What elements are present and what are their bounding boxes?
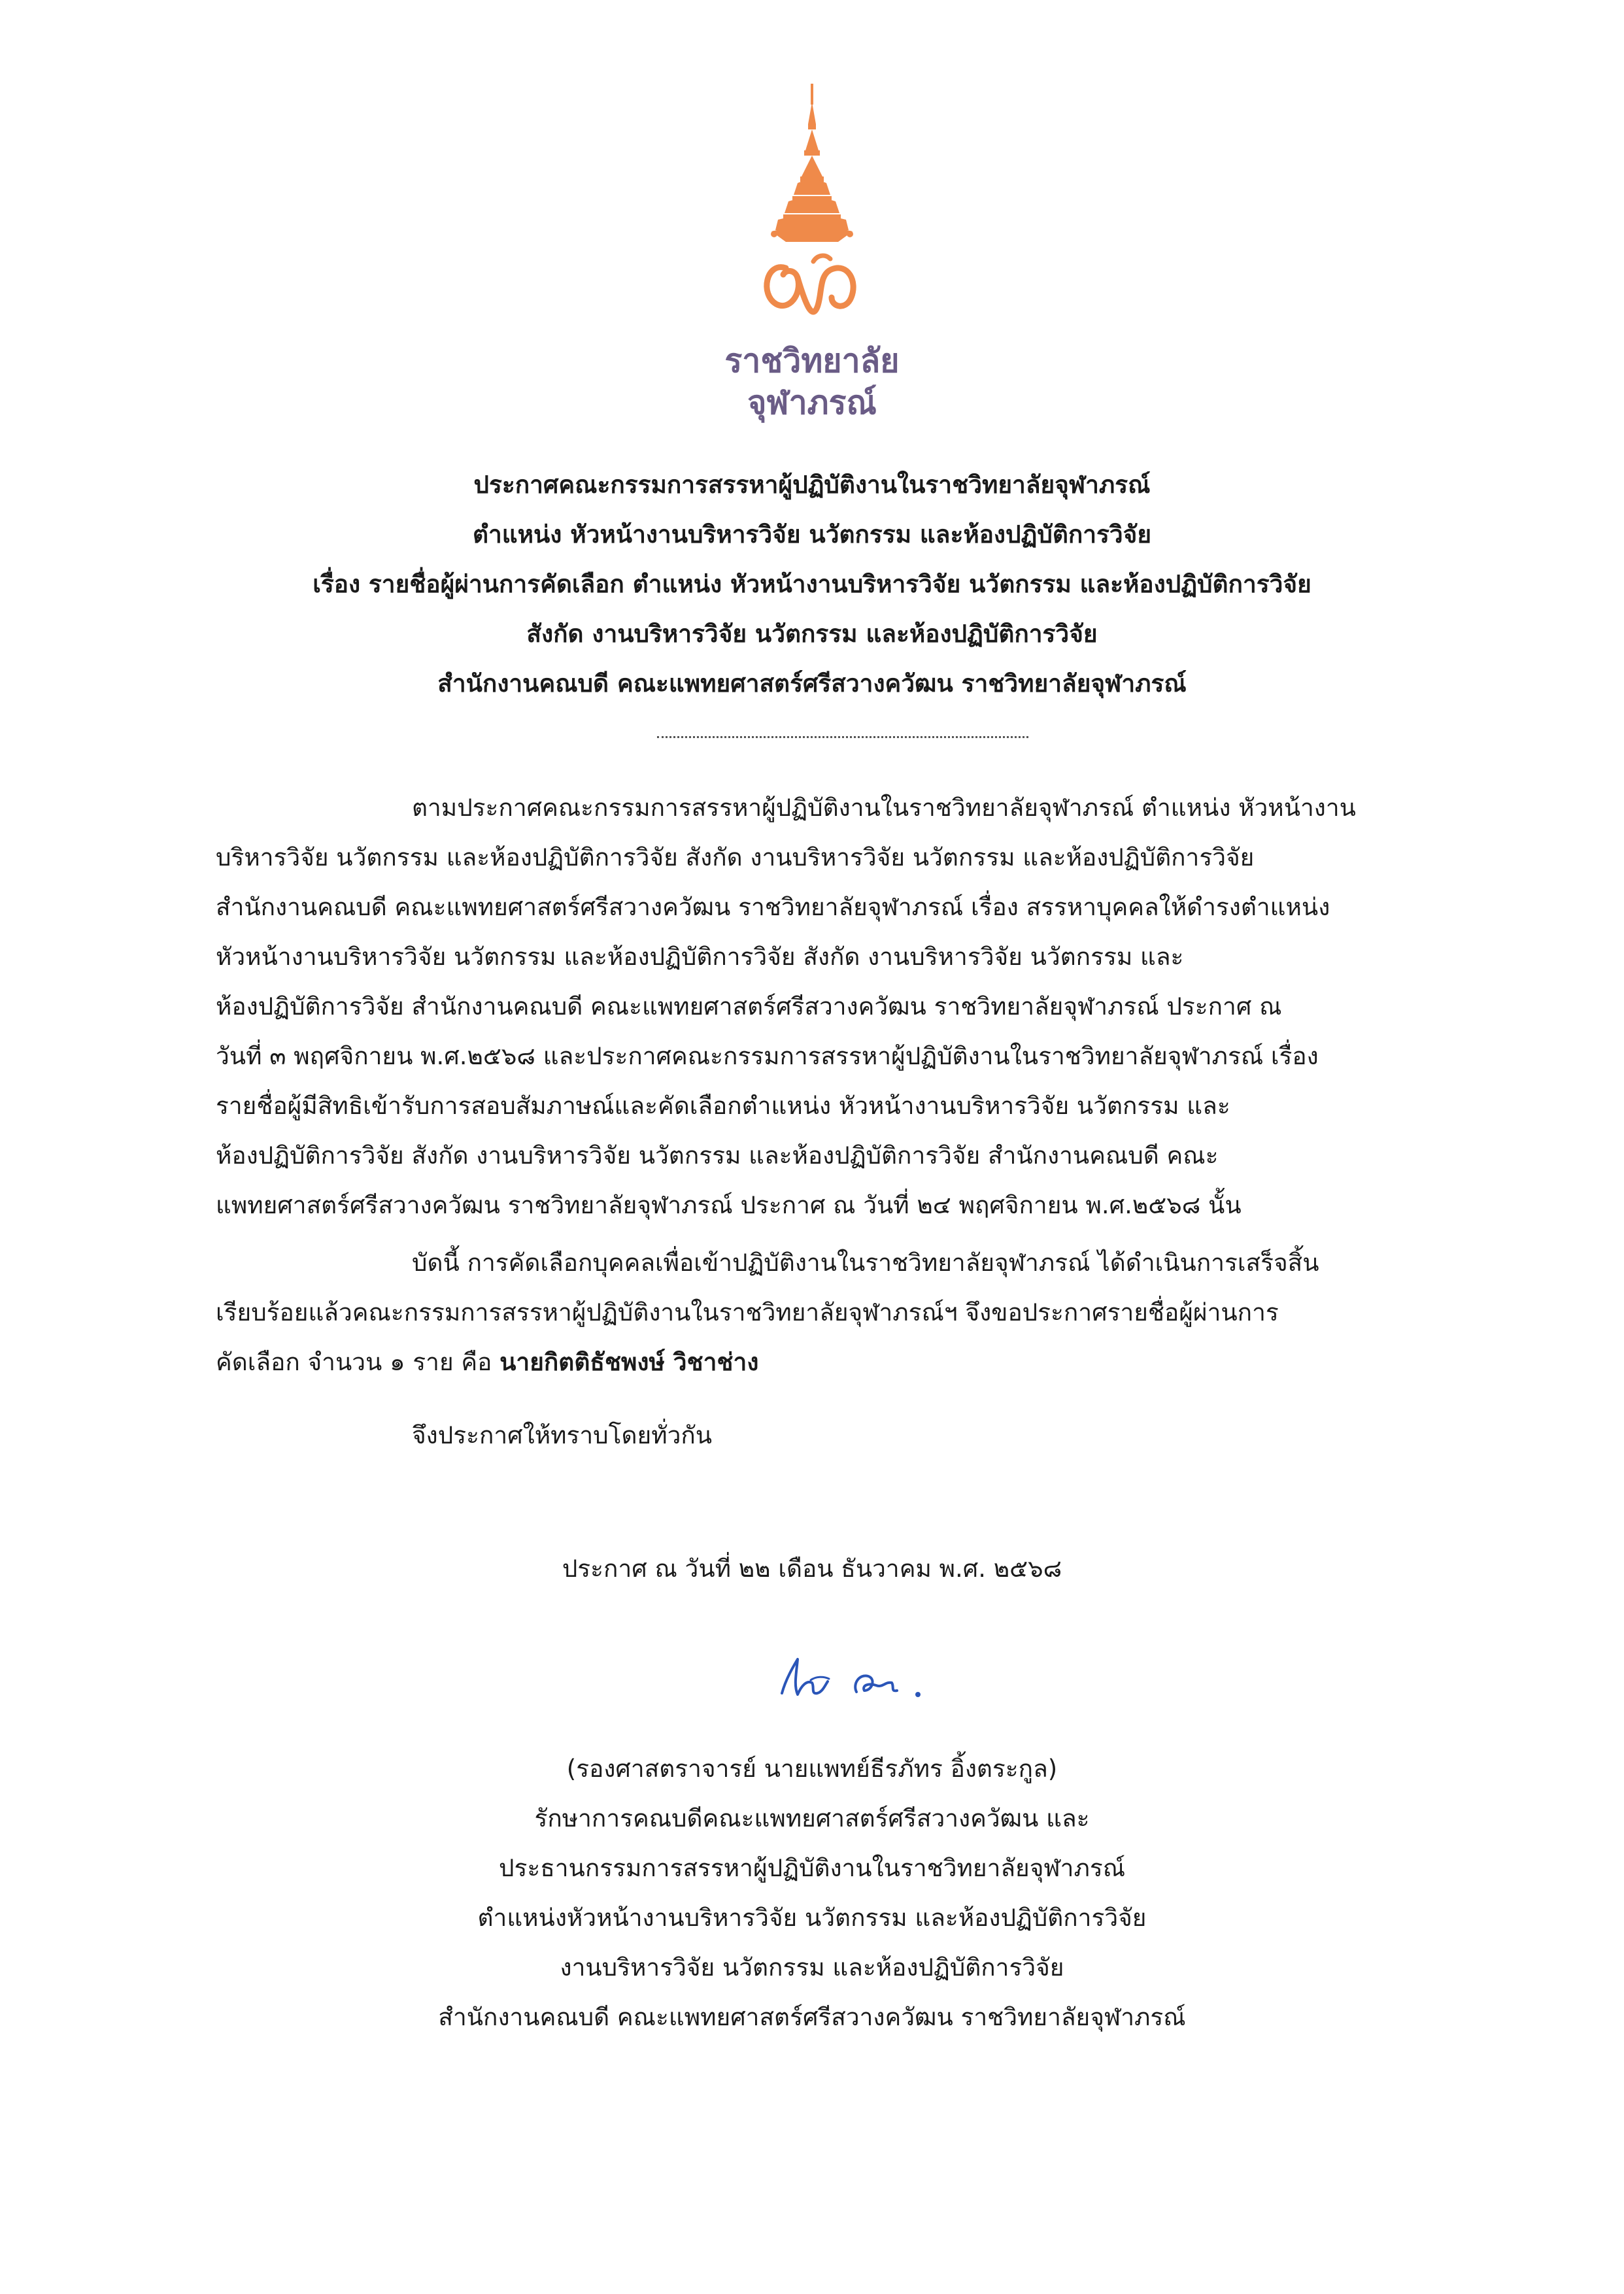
crown-emblem-icon — [740, 78, 884, 340]
heading-line-4: สังกัด งานบริหารวิจัย นวัตกรรม และห้องปฏิบัติการวิจัย — [526, 620, 1098, 648]
closing-line: จึงประกาศให้ทราบโดยทั่วกัน — [412, 1421, 713, 1449]
logo-text-line2: จุฬาภรณ์ — [747, 384, 877, 422]
signatory-title-3: ตำแหน่งหัวหน้างานบริหารวิจัย นวัตกรรม และห้องปฏิบัติการวิจัย — [477, 1904, 1147, 1932]
heading-line-3: เรื่อง รายชื่อผู้ผ่านการคัดเลือก ตำแหน่ง หัวหน้างานบริหารวิจัย นวัตกรรม และห้องปฏิบัติการวิจัย — [313, 570, 1311, 598]
para1-line-9: แพทยศาสตร์ศรีสวางควัฒน ราชวิทยาลัยจุฬาภรณ์ ประกาศ ณ วันที่ ๒๔ พฤศจิกายน พ.ศ.๒๕๖๘ นั้น — [216, 1191, 1242, 1219]
heading-divider — [657, 736, 1028, 738]
para1-line-3: สำนักงานคณบดี คณะแพทยศาสตร์ศรีสวางควัฒน ราชวิทยาลัยจุฬาภรณ์ เรื่อง สรรหาบุคคลให้ดำรงตำแหน่ง — [216, 893, 1330, 921]
para1-line-7: รายชื่อผู้มีสิทธิเข้ารับการสอบสัมภาษณ์และคัดเลือกตำแหน่ง หัวหน้างานบริหารวิจัย นวัตกรรม และ — [216, 1092, 1230, 1120]
signatory-title-4: งานบริหารวิจัย นวัตกรรม และห้องปฏิบัติการวิจัย — [560, 1953, 1064, 1982]
para1-line-1: ตามประกาศคณะกรรมการสรรหาผู้ปฏิบัติงานในราชวิทยาลัยจุฬาภรณ์ ตำแหน่ง หัวหน้างาน — [412, 794, 1356, 822]
para1-line-4: หัวหน้างานบริหารวิจัย นวัตกรรม และห้องปฏิบัติการวิจัย สังกัด งานบริหารวิจัย นวัตกรรม และ — [216, 943, 1184, 971]
signatory-name: (รองศาสตราจารย์ นายแพทย์ธีรภัทร อิ้งตระกูล) — [566, 1755, 1058, 1783]
heading-line-2: ตำแหน่ง หัวหน้างานบริหารวิจัย นวัตกรรม และห้องปฏิบัติการวิจัย — [472, 520, 1152, 548]
signatory-title-5: สำนักงานคณบดี คณะแพทยศาสตร์ศรีสวางควัฒน ราชวิทยาลัยจุฬาภรณ์ — [438, 2003, 1186, 2031]
logo-text-line1: ราชวิทยาลัย — [724, 342, 900, 380]
para2-line-2: เรียบร้อยแล้วคณะกรรมการสรรหาผู้ปฏิบัติงานในราชวิทยาลัยจุฬาภรณ์ฯ จึงขอประกาศรายชื่อผู้ผ่านการ — [216, 1298, 1279, 1326]
para2-line-3 — [216, 1343, 758, 1382]
signature-image — [764, 1640, 947, 1712]
institution-logo — [681, 78, 943, 424]
signatory-title-1: รักษาการคณบดีคณะแพทยศาสตร์ศรีสวางควัฒน และ — [534, 1804, 1090, 1832]
heading-line-5: สำนักงานคณบดี คณะแพทยศาสตร์ศรีสวางควัฒน ราชวิทยาลัยจุฬาภรณ์ — [437, 669, 1187, 698]
para2-line-1: บัดนี้ การคัดเลือกบุคคลเพื่อเข้าปฏิบัติงานในราชวิทยาลัยจุฬาภรณ์ ได้ดำเนินการเสร็จสิ้น — [412, 1249, 1319, 1277]
para1-line-2: บริหารวิจัย นวัตกรรม และห้องปฏิบัติการวิจัย สังกัด งานบริหารวิจัย นวัตกรรม และห้องปฏิบัติการวิจัย — [216, 843, 1255, 871]
para1-line-8: ห้องปฏิบัติการวิจัย สังกัด งานบริหารวิจัย นวัตกรรม และห้องปฏิบัติการวิจัย สำนักงานคณบดี คณะ — [216, 1141, 1219, 1170]
signatory-title-2: ประธานกรรมการสรรหาผู้ปฏิบัติงานในราชวิทยาลัยจุฬาภรณ์ — [498, 1854, 1126, 1882]
para1-line-6: วันที่ ๓ พฤศจิกายน พ.ศ.๒๕๖๘ และประกาศคณะกรรมการสรรหาผู้ปฏิบัติงานในราชวิทยาลัยจุฬาภรณ์ เรื่อง — [216, 1042, 1319, 1070]
announcement-date: ประกาศ ณ วันที่ ๒๒ เดือน ธันวาคม พ.ศ. ๒๕๖๘ — [562, 1555, 1062, 1583]
para2-selection-text: คัดเลือก จำนวน ๑ ราย คือ — [216, 1348, 492, 1376]
selected-candidate-name: นายกิตติธัชพงษ์ วิชาช่าง — [499, 1348, 759, 1376]
para1-line-5: ห้องปฏิบัติการวิจัย สำนักงานคณบดี คณะแพทยศาสตร์ศรีสวางควัฒน ราชวิทยาลัยจุฬาภรณ์ ประกาศ ณ — [216, 992, 1282, 1020]
heading-line-1: ประกาศคณะกรรมการสรรหาผู้ปฏิบัติงานในราชวิทยาลัยจุฬาภรณ์ — [473, 471, 1151, 499]
